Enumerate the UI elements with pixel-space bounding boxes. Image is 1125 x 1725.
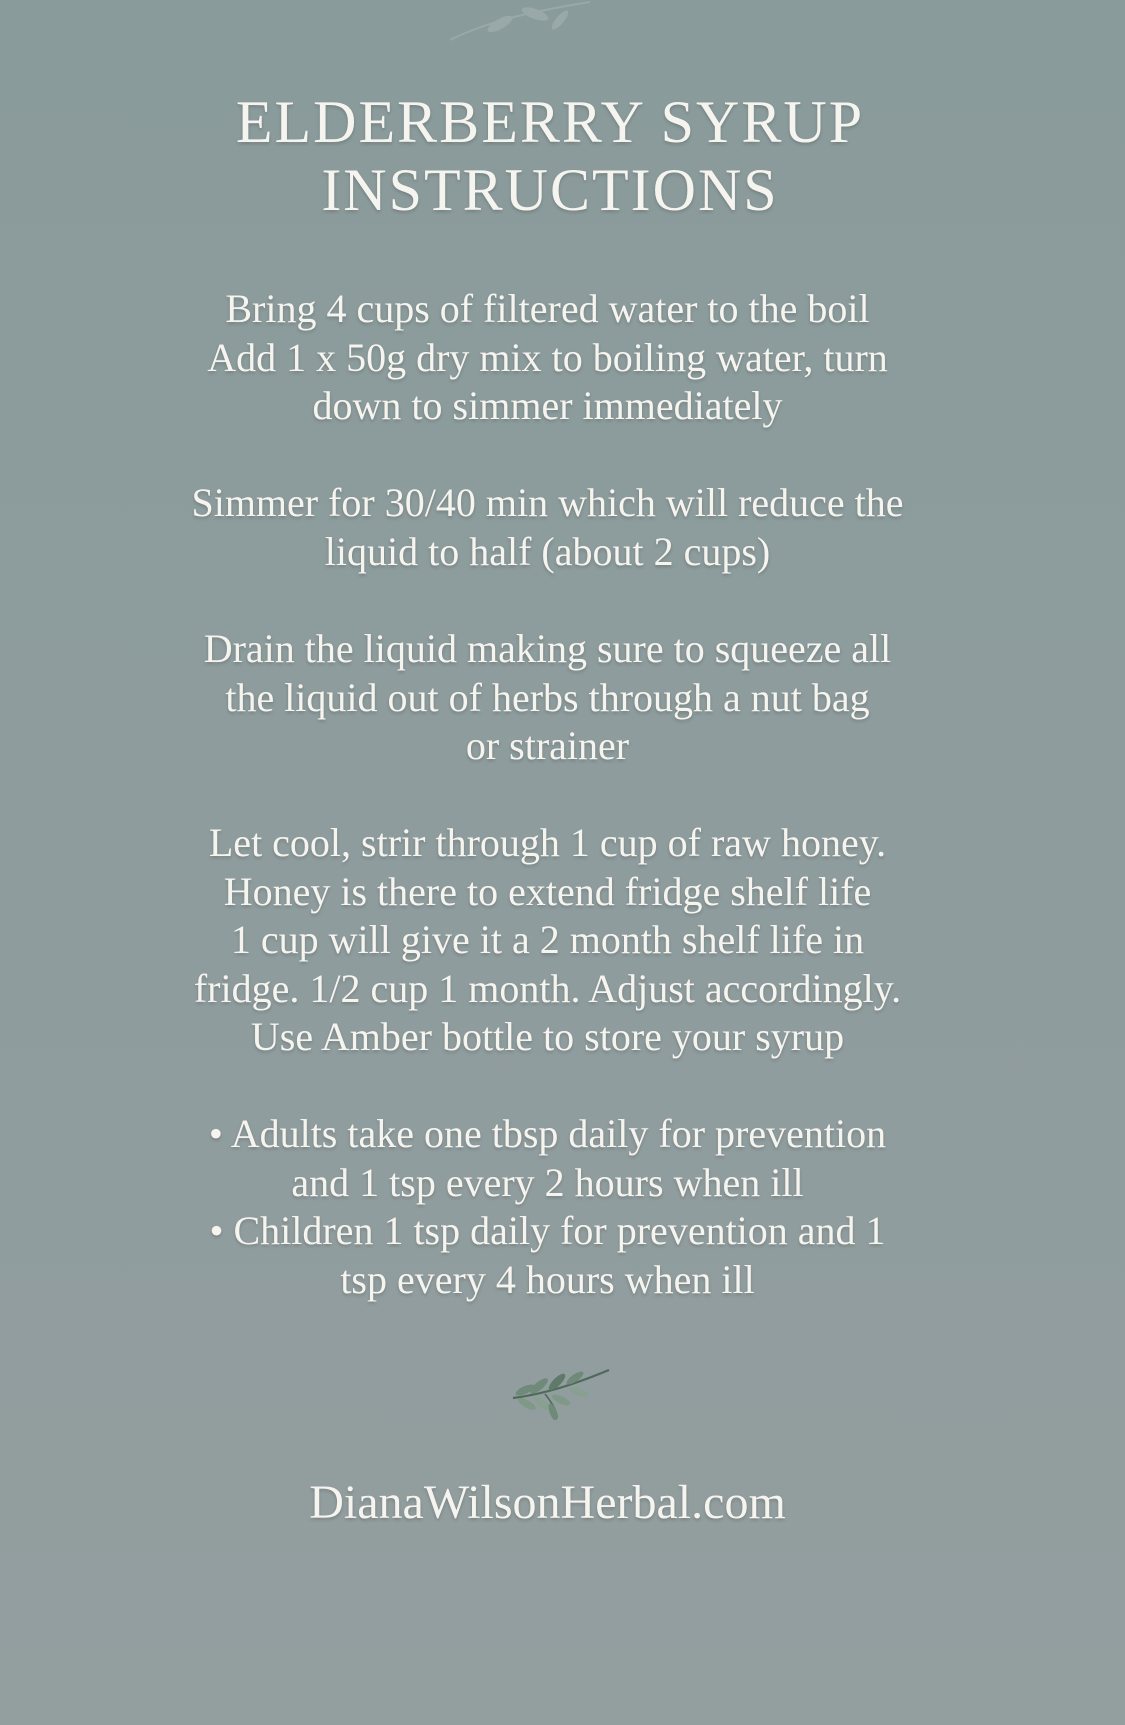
step-simmer-line-2: liquid to half (about 2 cups)	[324, 528, 771, 574]
faded-sprig-icon	[440, 0, 600, 60]
website-link[interactable]: DianaWilsonHerbal.com	[309, 1476, 786, 1529]
step-honey-line-4: fridge. 1/2 cup 1 month. Adjust accordingly.	[193, 965, 902, 1011]
step-drain	[0, 625, 1095, 771]
step-boil-line-3: down to simmer immediately	[312, 383, 783, 428]
step-honey-line-1: Let cool, strir through 1 cup of raw honey.	[208, 820, 887, 865]
step-boil	[0, 285, 1095, 431]
step-boil-line-1: Bring 4 cups of filtered water to the boil	[225, 286, 870, 331]
step-drain-line-2: the liquid out of herbs through a nut bag	[225, 674, 870, 720]
step-boil-line-2: Add 1 x 50g dry mix to boiling water, turn	[207, 334, 888, 380]
step-honey-line-2: Honey is there to extend fridge shelf life	[223, 868, 872, 914]
step-honey-line-3: 1 cup will give it a 2 month shelf life in	[230, 917, 865, 962]
step-honey	[0, 819, 1095, 1062]
step-drain-line-1: Drain the liquid making sure to squeeze all	[203, 626, 892, 671]
dosage-line-1: • Adults take one tbsp daily for prevention	[208, 1111, 887, 1156]
page-title	[0, 88, 1100, 224]
olive-sprig-icon	[505, 1360, 615, 1420]
step-honey-line-5: Use Amber bottle to store your syrup	[250, 1014, 845, 1059]
dosage-line-2: and 1 tsp every 2 hours when ill	[291, 1159, 804, 1205]
step-drain-line-3: or strainer	[465, 723, 630, 768]
step-simmer	[0, 479, 1095, 576]
dosage-line-4: tsp every 4 hours when ill	[340, 1256, 755, 1302]
title-line-1: ELDERBERRY SYRUP	[235, 89, 865, 155]
title-line-2: INSTRUCTIONS	[321, 157, 779, 223]
dosage-list	[0, 1110, 1095, 1304]
sprig-stem	[513, 1370, 609, 1398]
dosage-line-3: • Children 1 tsp daily for prevention and 1	[209, 1208, 886, 1253]
step-simmer-line-1: Simmer for 30/40 min which will reduce the	[191, 480, 904, 525]
